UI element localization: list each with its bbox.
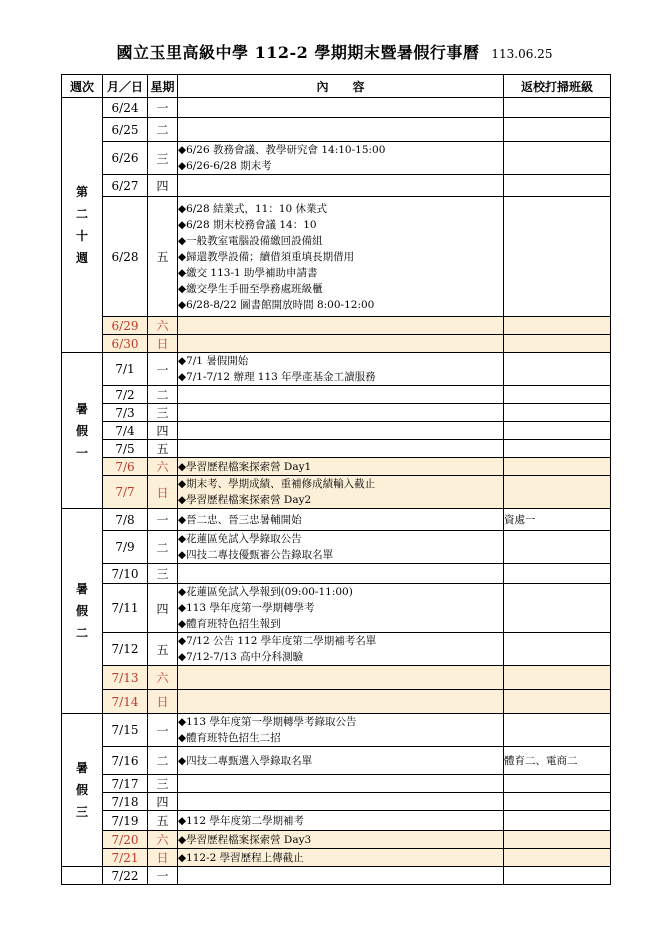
date-cell: 7/3 [103, 404, 148, 422]
week-label [62, 353, 103, 509]
calendar-row [62, 98, 611, 118]
content-cell [178, 142, 504, 175]
content-cell [178, 98, 504, 118]
week-label [62, 867, 103, 885]
event-item: ◆6/28 期末校務會議 14：10 [178, 218, 317, 231]
event-item: ◆113 學年度第一學期轉學考 [178, 602, 315, 614]
week-label [62, 714, 103, 867]
cleaning-class-cell [504, 197, 611, 317]
calendar-row [62, 714, 611, 747]
date-cell: 7/15 [103, 714, 148, 747]
content-cell [178, 386, 504, 404]
header-classes: 返校打掃班級 [504, 75, 611, 98]
cleaning-class-cell [504, 564, 611, 584]
calendar-row [62, 793, 611, 811]
calendar-row [62, 831, 611, 849]
date-cell: 6/27 [103, 175, 148, 197]
date-cell: 6/30 [103, 335, 148, 353]
weekday-cell: 五 [148, 811, 178, 831]
event-item: ◆學習歷程檔案探索營 Day1 [178, 460, 312, 473]
cleaning-class-cell [504, 142, 611, 175]
cleaning-class-cell [504, 317, 611, 335]
date-cell: 7/10 [103, 564, 148, 584]
header-content: 內 容 [178, 75, 504, 98]
calendar-row [62, 633, 611, 666]
calendar-row [62, 335, 611, 353]
cleaning-class-cell [504, 175, 611, 197]
date-cell: 7/14 [103, 690, 148, 714]
calendar-row [62, 476, 611, 509]
weekday-cell: 四 [148, 175, 178, 197]
content-cell [178, 831, 504, 849]
header-date: 月／日 [103, 75, 148, 98]
weekday-cell: 日 [148, 690, 178, 714]
date-cell: 7/21 [103, 849, 148, 867]
week-label [62, 509, 103, 714]
weekday-cell: 二 [148, 531, 178, 564]
weekday-cell: 五 [148, 197, 178, 317]
calendar-row [62, 197, 611, 317]
content-cell [178, 747, 504, 775]
content-cell [178, 440, 504, 458]
calendar-row [62, 404, 611, 422]
event-item: ◆7/12 公告 112 學年度第二學期補考名單 [178, 635, 377, 647]
date-cell: 7/7 [103, 476, 148, 509]
content-cell [178, 564, 504, 584]
event-item: ◆花蓮區免試入學報到(09:00-11:00) [178, 586, 353, 598]
weekday-cell: 日 [148, 335, 178, 353]
calendar-row [62, 509, 611, 531]
calendar-row [62, 811, 611, 831]
weekday-cell: 三 [148, 564, 178, 584]
date-cell: 6/24 [103, 98, 148, 118]
cleaning-class-cell [504, 867, 611, 885]
weekday-cell: 六 [148, 831, 178, 849]
calendar-row [62, 317, 611, 335]
weekday-cell: 一 [148, 353, 178, 386]
week-label-text: 第二十週 [75, 185, 88, 265]
calendar-row [62, 564, 611, 584]
weekday-cell: 六 [148, 458, 178, 476]
event-item: ◆學習歷程檔案探索營 Day2 [178, 494, 312, 506]
date-cell: 7/13 [103, 666, 148, 690]
cleaning-class-cell [504, 831, 611, 849]
date-cell: 7/12 [103, 633, 148, 666]
event-item: ◆一般教室電腦設備繳回設備組 [178, 234, 323, 247]
event-item: ◆體育班特色招生二招 [178, 732, 281, 744]
content-cell [178, 793, 504, 811]
content-cell [178, 476, 504, 509]
calendar-row [62, 175, 611, 197]
cleaning-class-cell [504, 811, 611, 831]
content-cell [178, 353, 504, 386]
cleaning-class-cell [504, 335, 611, 353]
week-label-text: 暑假一 [75, 401, 88, 460]
content-cell [178, 404, 504, 422]
weekday-cell: 三 [148, 775, 178, 793]
event-item: ◆6/28 結業式，11：10 休業式 [178, 202, 328, 215]
event-item: ◆7/1-7/12 辦理 113 年學產基金工讀服務 [178, 371, 376, 383]
content-cell [178, 714, 504, 747]
date-cell: 7/1 [103, 353, 148, 386]
title-date: 113.06.25 [491, 47, 553, 61]
cleaning-class-cell [504, 666, 611, 690]
date-cell: 7/22 [103, 867, 148, 885]
date-cell: 7/8 [103, 509, 148, 531]
cleaning-class-cell: 資處一 [504, 509, 611, 531]
event-item: ◆6/26 教務會議、教學研究會 14:10-15:00 [178, 144, 386, 156]
weekday-cell: 二 [148, 747, 178, 775]
date-cell: 7/11 [103, 584, 148, 633]
content-cell [178, 849, 504, 867]
cleaning-class-cell [504, 118, 611, 142]
event-item: ◆113 學年度第一學期轉學考錄取公告 [178, 716, 357, 728]
cleaning-class-cell [504, 714, 611, 747]
event-item: ◆7/12-7/13 高中分科測驗 [178, 651, 304, 663]
calendar-row [62, 531, 611, 564]
calendar-row [62, 353, 611, 386]
weekday-cell: 五 [148, 440, 178, 458]
weekday-cell: 一 [148, 509, 178, 531]
content-cell [178, 317, 504, 335]
weekday-cell: 一 [148, 98, 178, 118]
date-cell: 6/28 [103, 197, 148, 317]
calendar-row [62, 118, 611, 142]
calendar-row [62, 666, 611, 690]
date-cell: 6/29 [103, 317, 148, 335]
content-cell [178, 422, 504, 440]
content-cell [178, 335, 504, 353]
content-cell [178, 811, 504, 831]
event-item: ◆花蓮區免試入學錄取公告 [178, 533, 302, 545]
date-cell: 7/9 [103, 531, 148, 564]
date-cell: 7/20 [103, 831, 148, 849]
calendar-row [62, 849, 611, 867]
weekday-cell: 日 [148, 476, 178, 509]
event-item: ◆7/1 暑假開始 [178, 355, 249, 367]
event-item: ◆學習歷程檔案探索營 Day3 [178, 833, 312, 846]
header-row [62, 75, 611, 98]
date-cell: 6/26 [103, 142, 148, 175]
cleaning-class-cell [504, 633, 611, 666]
calendar-table [61, 74, 611, 885]
weekday-cell: 六 [148, 317, 178, 335]
content-cell [178, 175, 504, 197]
cleaning-class-cell [504, 458, 611, 476]
content-cell [178, 197, 504, 317]
cleaning-class-cell [504, 690, 611, 714]
cleaning-class-cell [504, 584, 611, 633]
calendar-row [62, 690, 611, 714]
event-item: ◆體育班特色招生報到 [178, 618, 281, 630]
weekday-cell: 二 [148, 118, 178, 142]
week-label-text: 暑假二 [75, 582, 88, 640]
cleaning-class-cell [504, 440, 611, 458]
weekday-cell: 日 [148, 849, 178, 867]
content-cell [178, 118, 504, 142]
weekday-cell: 二 [148, 386, 178, 404]
weekday-cell: 一 [148, 867, 178, 885]
calendar-row [62, 775, 611, 793]
calendar-row [62, 867, 611, 885]
date-cell: 7/4 [103, 422, 148, 440]
calendar-row [62, 458, 611, 476]
event-item: ◆四技二專技優甄審公告錄取名單 [178, 549, 334, 561]
weekday-cell: 四 [148, 422, 178, 440]
title-text: 國立玉里高級中學 112-2 學期期末暨暑假行事曆 [116, 43, 480, 62]
cleaning-class-cell [504, 386, 611, 404]
weekday-cell: 五 [148, 633, 178, 666]
content-cell [178, 690, 504, 714]
header-dow: 星期 [148, 75, 178, 98]
event-item: ◆晉二忠、晉三忠暑輔開始 [178, 513, 302, 526]
date-cell: 7/5 [103, 440, 148, 458]
event-item: ◆四技二專甄選入學錄取名單 [178, 754, 313, 767]
calendar-row [62, 142, 611, 175]
content-cell [178, 867, 504, 885]
date-cell: 7/6 [103, 458, 148, 476]
page-title [0, 40, 669, 63]
event-item: ◆112 學年度第二學期補考 [178, 814, 304, 827]
week-label-text: 暑假三 [75, 761, 88, 819]
calendar-row [62, 440, 611, 458]
weekday-cell: 三 [148, 142, 178, 175]
weekday-cell: 三 [148, 404, 178, 422]
date-cell: 7/16 [103, 747, 148, 775]
header-week: 週次 [62, 75, 103, 98]
week-label [62, 98, 103, 353]
date-cell: 7/19 [103, 811, 148, 831]
content-cell [178, 531, 504, 564]
cleaning-class-cell [504, 98, 611, 118]
cleaning-class-cell [504, 775, 611, 793]
cleaning-class-cell [504, 353, 611, 386]
weekday-cell: 四 [148, 584, 178, 633]
weekday-cell: 六 [148, 666, 178, 690]
cleaning-class-cell [504, 793, 611, 811]
cleaning-class-cell [504, 404, 611, 422]
event-item: ◆繳交 113-1 助學補助申請書 [178, 266, 318, 279]
event-item: ◆6/28-8/22 圖書館開放時間 8:00-12:00 [178, 298, 375, 311]
date-cell: 7/17 [103, 775, 148, 793]
content-cell [178, 666, 504, 690]
calendar-row [62, 584, 611, 633]
cleaning-class-cell: 體育二、電商二 [504, 747, 611, 775]
cleaning-class-cell [504, 531, 611, 564]
cleaning-class-cell [504, 476, 611, 509]
event-item: ◆繳交學生手冊至學務處班級櫃 [178, 282, 323, 295]
content-cell [178, 509, 504, 531]
calendar-row [62, 422, 611, 440]
weekday-cell: 四 [148, 793, 178, 811]
content-cell [178, 775, 504, 793]
cleaning-class-cell [504, 422, 611, 440]
date-cell: 7/2 [103, 386, 148, 404]
calendar-row [62, 747, 611, 775]
content-cell [178, 458, 504, 476]
content-cell [178, 584, 504, 633]
calendar-row [62, 386, 611, 404]
calendar-body [62, 98, 611, 885]
event-item: ◆112-2 學習歷程上傳截止 [178, 851, 304, 864]
date-cell: 7/18 [103, 793, 148, 811]
content-cell [178, 633, 504, 666]
event-item: ◆6/26-6/28 期末考 [178, 160, 272, 172]
weekday-cell: 一 [148, 714, 178, 747]
event-item: ◆期末考、學期成績、重補修成績輸入截止 [178, 478, 376, 490]
event-item: ◆歸還教學設備；續借須重填長期借用 [178, 250, 355, 263]
date-cell: 6/25 [103, 118, 148, 142]
cleaning-class-cell [504, 849, 611, 867]
